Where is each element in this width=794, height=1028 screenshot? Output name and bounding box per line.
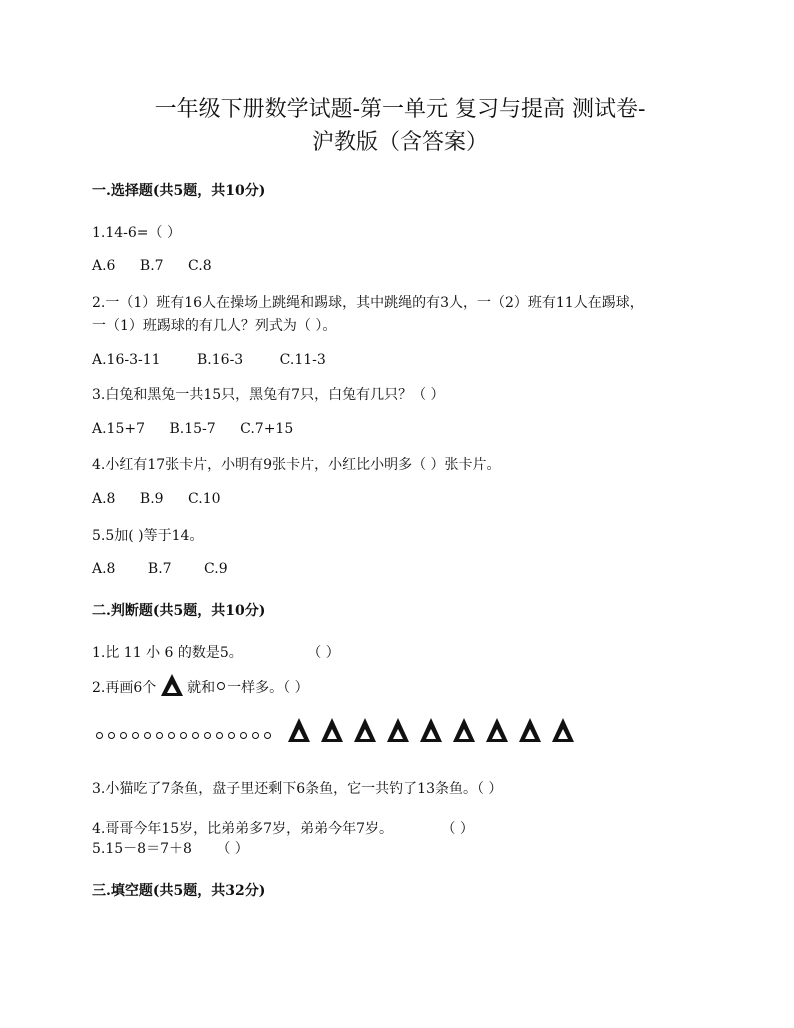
small-circle-icon <box>228 732 235 739</box>
triangle-group <box>282 712 579 742</box>
option-c: C.10 <box>188 491 221 507</box>
triangle-icon <box>321 718 343 742</box>
options-1-5 <box>92 561 248 577</box>
page-title-line1: 一年级下册数学试题-第一单元 复习与提高 测试卷- <box>154 97 646 122</box>
question-1-1: 1.14-6=（ ） <box>92 225 181 241</box>
option-b: B.15-7 <box>169 421 216 437</box>
question-2-2 <box>92 674 309 697</box>
question-2-3: 3.小猫吃了7条鱼，盘子里还剩下6条鱼，它一共钓了13条鱼。（ ） <box>92 781 503 797</box>
question-2-1-text: 1.比 11 小 6 的数是5。 <box>92 645 243 661</box>
question-2-2-text-b: 就和 <box>187 680 216 696</box>
question-2-4 <box>92 818 474 838</box>
option-a: A.8 <box>92 561 116 577</box>
section-heading-choice: 一.选择题(共5题，共10分) <box>92 183 266 199</box>
triangle-icon <box>453 718 475 742</box>
small-circle-icon <box>204 732 211 739</box>
circle-icon <box>217 682 225 690</box>
options-1-1 <box>92 258 232 274</box>
small-circle-icon <box>120 732 127 739</box>
small-circle-icon <box>156 732 163 739</box>
triangle-icon <box>552 718 574 742</box>
triangle-cell <box>480 712 513 742</box>
section-heading-judge: 二.判断题(共5题，共10分) <box>92 603 266 619</box>
option-c: C.7+15 <box>240 421 294 437</box>
small-circle-icon <box>180 732 187 739</box>
triangle-cell <box>315 712 348 742</box>
triangle-icon <box>486 718 508 742</box>
question-2-5 <box>92 838 249 858</box>
options-1-4 <box>92 491 241 507</box>
option-a: A.8 <box>92 491 116 507</box>
option-b: B.9 <box>139 491 164 507</box>
small-circle-icon <box>264 732 271 739</box>
triangle-icon <box>354 718 376 742</box>
question-2-5-text: 5.15－8＝7＋8 <box>92 841 192 857</box>
triangle-cell <box>414 712 447 742</box>
answer-bracket: （ ） <box>307 645 340 661</box>
small-circle-icon <box>252 732 259 739</box>
question-2-1 <box>92 642 340 662</box>
option-c: C.8 <box>188 258 212 274</box>
option-b: B.7 <box>139 258 164 274</box>
option-c: C.9 <box>204 561 228 577</box>
shape-figure <box>96 712 579 742</box>
question-1-4: 4.小红有17张卡片，小明有9张卡片，小红比小明多（ ）张卡片。 <box>92 457 501 473</box>
options-1-3 <box>92 421 313 437</box>
triangle-cell <box>348 712 381 742</box>
option-c: C.11-3 <box>279 352 326 368</box>
small-circle-icon <box>168 732 175 739</box>
triangle-icon <box>387 718 409 742</box>
triangle-cell <box>513 712 546 742</box>
page-title-line2: 沪教版（含答案） <box>311 130 488 155</box>
triangle-cell <box>282 712 315 742</box>
question-2-2-text-c: 一样多。（ ） <box>227 680 309 696</box>
triangle-cell <box>447 712 480 742</box>
option-a: A.15+7 <box>92 421 146 437</box>
small-circle-icon <box>216 732 223 739</box>
circle-group <box>96 732 276 739</box>
triangle-icon <box>161 674 183 696</box>
triangle-cell <box>381 712 414 742</box>
small-circle-icon <box>132 732 139 739</box>
triangle-icon <box>420 718 442 742</box>
options-1-2 <box>92 352 346 368</box>
small-circle-icon <box>144 732 151 739</box>
section-heading-fill: 三.填空题(共5题，共32分) <box>92 883 266 899</box>
option-a: A.6 <box>92 258 116 274</box>
question-2-4-text: 4.哥哥今年15岁，比弟弟多7岁，弟弟今年7岁。 <box>92 821 393 837</box>
answer-bracket: （ ） <box>216 841 249 857</box>
small-circle-icon <box>240 732 247 739</box>
question-2-2-text-a: 2.再画6个 <box>92 680 157 696</box>
small-circle-icon <box>192 732 199 739</box>
option-b: B.7 <box>147 561 172 577</box>
small-circle-icon <box>96 732 103 739</box>
question-1-3: 3.白兔和黑兔一共15只，黑兔有7只，白兔有几只？（ ） <box>92 387 445 403</box>
question-1-2-line1: 2.一（1）班有16人在操场上跳绳和踢球，其中跳绳的有3人，一（2）班有11人在踢球， <box>92 295 644 311</box>
small-circle-icon <box>108 732 115 739</box>
triangle-icon <box>519 718 541 742</box>
triangle-icon <box>288 718 310 742</box>
option-b: B.16-3 <box>197 352 244 368</box>
question-1-5: 5.5加( )等于14。 <box>92 528 204 544</box>
question-1-2-line2: 一（1）班踢球的有几人？列式为（ ）。 <box>92 318 337 334</box>
answer-bracket: （ ） <box>441 821 474 837</box>
option-a: A.16-3-11 <box>92 352 161 368</box>
triangle-cell <box>546 712 579 742</box>
